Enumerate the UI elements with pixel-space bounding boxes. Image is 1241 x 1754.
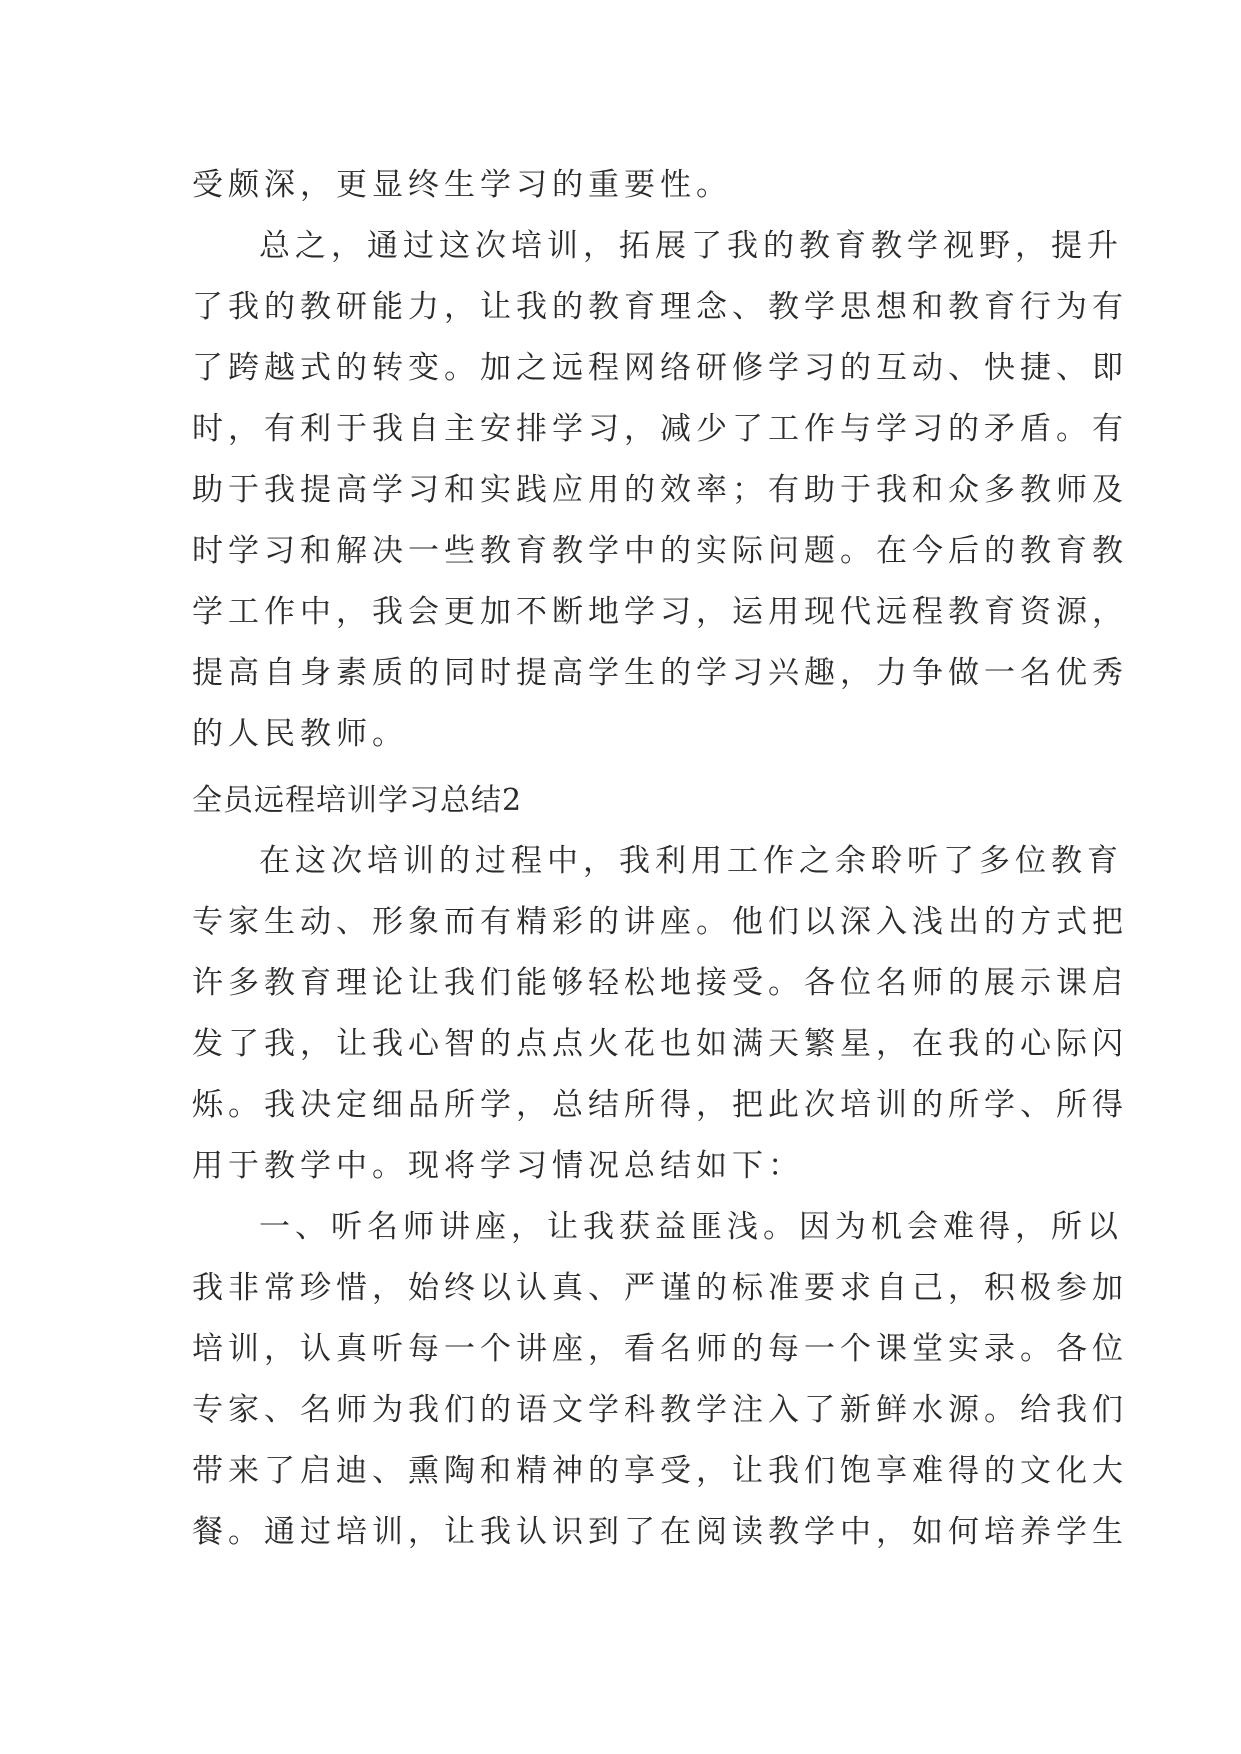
text-line: 时，有利于我自主安排学习，减少了工作与学习的矛盾。有 (192, 411, 1128, 447)
text-line: 总之，通过这次培训，拓展了我的教育教学视野，提升 (259, 228, 1123, 264)
text-line: 烁。我决定细品所学，总结所得，把此次培训的所学、所得 (192, 1087, 1128, 1123)
text-line: 时学习和解决一些教育教学中的实际问题。在今后的教育教 (192, 533, 1128, 569)
text-line: 用于教学中。现将学习情况总结如下： (192, 1148, 804, 1184)
text-line: 提高自身素质的同时提高学生的学习兴趣，力争做一名优秀 (192, 655, 1128, 691)
text-line: 的人民教师。 (192, 716, 408, 752)
text-line: 许多教育理论让我们能够轻松地接受。各位名师的展示课启 (192, 965, 1128, 1001)
text-line: 助于我提高学习和实践应用的效率；有助于我和众多教师及 (192, 472, 1128, 508)
text-line: 发了我，让我心智的点点火花也如满天繁星，在我的心际闪 (192, 1026, 1128, 1062)
text-line: 专家、名师为我们的语文学科教学注入了新鲜水源。给我们 (192, 1392, 1128, 1428)
section-heading: 全员远程培训学习总结2 (192, 783, 523, 818)
text-line: 一、听名师讲座，让我获益匪浅。因为机会难得，所以 (259, 1209, 1123, 1245)
text-line: 培训，认真听每一个讲座，看名师的每一个课堂实录。各位 (192, 1331, 1128, 1367)
text-line: 在这次培训的过程中，我利用工作之余聆听了多位教育 (259, 843, 1123, 879)
text-line: 了我的教研能力，让我的教育理念、教学思想和教育行为有 (192, 289, 1128, 325)
text-line: 受颇深，更显终生学习的重要性。 (192, 167, 732, 203)
text-line: 了跨越式的转变。加之远程网络研修学习的互动、快捷、即 (192, 350, 1128, 386)
text-line: 餐。通过培训，让我认识到了在阅读教学中，如何培养学生 (192, 1514, 1128, 1550)
text-line: 带来了启迪、熏陶和精神的享受，让我们饱享难得的文化大 (192, 1453, 1128, 1489)
section-2 (192, 770, 1128, 1563)
text-line: 我非常珍惜，始终以认真、严谨的标准要求自己，积极参加 (192, 1270, 1128, 1306)
text-line: 学工作中，我会更加不断地学习，运用现代远程教育资源， (192, 594, 1128, 630)
text-line: 专家生动、形象而有精彩的讲座。他们以深入浅出的方式把 (192, 904, 1128, 940)
section-1-body (192, 155, 1128, 765)
